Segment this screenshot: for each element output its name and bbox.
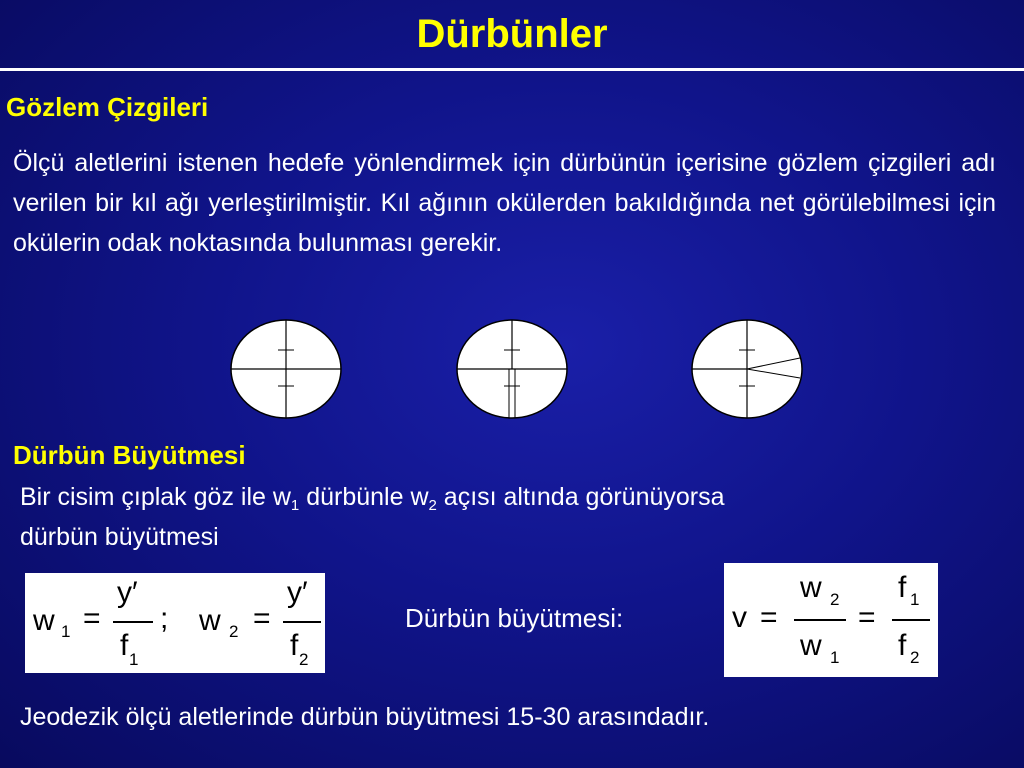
fraction-bar <box>113 621 153 623</box>
fraction-bar <box>892 619 930 621</box>
fraction-bar <box>794 619 846 621</box>
magnification-label: Dürbün büyütmesi: <box>405 603 624 633</box>
magnification-description-line1: Bir cisim çıplak göz ile $w_1$ dürbünle $w_2$ açısı altında görünüyorsa <box>20 483 725 514</box>
reticle-diagram-3 <box>690 318 806 420</box>
reticle-paragraph: Ölçü aletlerini istenen hedefe yönlendirmek için dürbünün içerisine gözlem çizgileri adı verilen bir kıl ağı yerleştirilmiştir. Kıl ağının okülerden bakıldığında net görülebilmesi için okülerin odak noktasında bulunması gerekir. <box>13 149 996 257</box>
reticle-diagram-2 <box>455 318 571 420</box>
title-divider <box>0 68 1024 71</box>
magnification-range-note: Jeodezik ölçü aletlerinde dürbün büyütmesi 15-30 arasındadır. <box>20 703 710 731</box>
section-heading-magnification: Dürbün Büyütmesi <box>13 440 246 470</box>
reticle-diagram-1 <box>229 318 345 420</box>
angle-formula-box: w 1 = y′ f 1 ; w 2 = y′ f 2 <box>25 573 325 673</box>
magnification-formula-box: v = w 2 w 1 = f 1 f 2 <box>724 563 938 677</box>
section-heading-reticle: Gözlem Çizgileri <box>6 92 209 122</box>
fraction-bar <box>283 621 321 623</box>
magnification-description-line2: dürbün büyütmesi <box>20 523 219 551</box>
slide-title: Dürbünler <box>416 12 608 56</box>
